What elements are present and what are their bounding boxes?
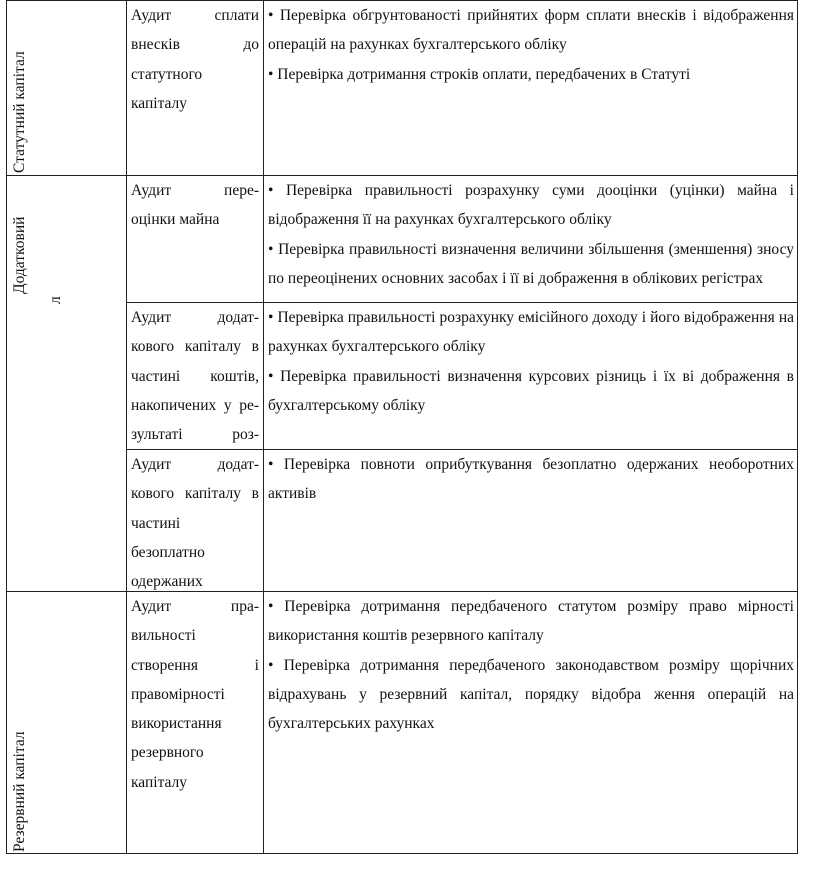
check-item: • Перевірка повноти оприбуткування безоплатно одержаних необоротних активів — [268, 456, 794, 503]
area-line: кового капіталу в — [131, 338, 259, 356]
area-line: одержаних — [131, 573, 203, 591]
area-line: резервного — [131, 744, 204, 762]
area-line: Аудит додат- — [131, 309, 259, 326]
area-line: капіталу — [131, 773, 188, 791]
area-line: безоплатно — [131, 543, 205, 561]
area-line: частині коштів, — [131, 367, 259, 385]
area-line: частині — [131, 514, 181, 532]
check-item: • Перевірка дотримання строків оплати, передбачених в Статуті — [268, 65, 691, 83]
area-line: зультаті роз- — [131, 426, 259, 444]
area-line: правомірності — [131, 685, 225, 703]
area-line: Аудит додат- — [131, 456, 259, 473]
area-line: накопичених у ре- — [131, 396, 259, 414]
group-label-reserve: Резервний капітал — [11, 731, 28, 852]
check-item: • Перевірка дотримання передбаченого статутом розміру право мірності використання коштів резервного капіталу — [268, 598, 794, 645]
area-line: капіталу — [131, 94, 188, 112]
area-line: використання — [131, 715, 222, 733]
area-line: Аудит пере- — [131, 182, 259, 199]
check-item: • Перевірка дотримання передбаченого законодавством розміру щорічних відрахувань у резервний капітал, порядку відобра ження операцій на бухгалтерських рахунках — [268, 656, 794, 733]
area-line: оцінки майна — [131, 211, 220, 229]
area-line: кового капіталу в — [131, 485, 259, 503]
check-item: • Перевірка правильності визначення курсових різниць і їх ві дображення в бухгалтерському обліку — [268, 367, 794, 414]
group-label-additional: Додатковий — [11, 216, 28, 294]
area-line: статутного — [131, 65, 203, 83]
area-line: вильності — [131, 627, 196, 645]
area-line: Аудит сплати — [131, 7, 259, 24]
check-item: • Перевірка правильності розрахунку суми дооцінки (уцінки) майна і відображення її на рахунках бухгалтерського обліку — [268, 182, 794, 229]
check-item: • Перевірка правильності розрахунку емісійного доходу і його відображення на рахунках бухгалтерського обліку — [268, 309, 794, 356]
group-label-statutory: Статутний капітал — [11, 51, 28, 173]
audit-table — [6, 0, 798, 854]
area-line: створення і — [131, 656, 259, 674]
area-line: внесків до — [131, 36, 259, 54]
check-item: • Перевірка обгрунтованості прийнятих форм сплати внесків і відображення операцій на рахунках бухгалтерського обліку — [268, 7, 794, 54]
check-item: • Перевірка правильності визначення величини збільшення (зменшення) зносу по переоцінених основних засобах і її ві дображення в облікових регістрах — [268, 240, 794, 287]
group-label-additional-cont: л — [47, 296, 64, 304]
table-border — [6, 0, 798, 854]
area-line: Аудит пра- — [131, 598, 259, 615]
